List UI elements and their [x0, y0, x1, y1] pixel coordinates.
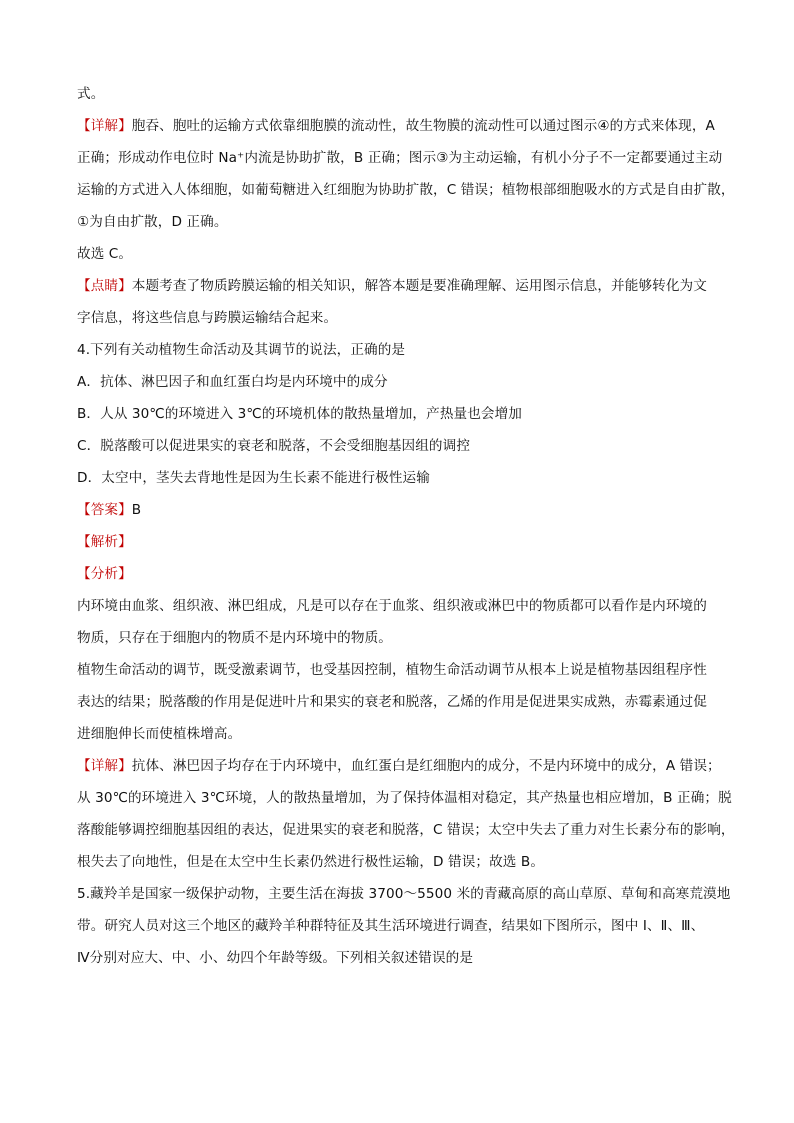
q3-comment-line-2: 字信息，将这些信息与跨膜运输结合起来。 — [77, 310, 338, 326]
q4-detail-line-3: 落酸能够调控细胞基因组的表达，促进果实的衰老和脱落，C 错误；太空中失去了重力对生长素分布的影响， — [77, 822, 735, 838]
q4-analysis-p2-line-2: 表达的结果；脱落酸的作用是促进叶片和果实的衰老和脱落，乙烯的作用是促进果实成熟，赤霉素通过促 — [77, 694, 707, 710]
q4-analysis-tag: 【解析】 — [77, 534, 132, 550]
q4-detail-line-1 — [77, 757, 721, 775]
q4-analysis-p1-line-1: 内环境由血浆、组织液、淋巴组成，凡是可以存在于血浆、组织液或淋巴中的物质都可以看作是内环境的 — [77, 598, 707, 614]
q4-analysis-p2-line-1: 植物生命活动的调节，既受激素调节，也受基因控制，植物生命活动调节从根本上说是植物基因组程序性 — [77, 662, 707, 678]
q3-detail-line-3: 运输的方式进入人体细胞，如葡萄糖进入红细胞为协助扩散，C 错误；植物根部细胞吸水的方式是自由扩散， — [77, 182, 735, 198]
q4-option-d: D．太空中，茎失去背地性是因为生长素不能进行极性运输 — [77, 470, 430, 486]
q3-detail-line-1 — [77, 117, 715, 135]
q4-analysis-p1-line-2: 物质，只存在于细胞内的物质不是内环境中的物质。 — [77, 630, 392, 646]
text: 胞吞、胞吐的运输方式依靠细胞膜的流动性，故生物膜的流动性可以通过图示④的方式来体现，A — [131, 118, 715, 134]
q3-comment-line-1 — [77, 277, 707, 295]
q4-option-c: C．脱落酸可以促进果实的衰老和脱落，不会受细胞基因组的调控 — [77, 438, 471, 454]
q4-detail-line-4: 根失去了向地性，但是在太空中生长素仍然进行极性运输，D 错误；故选 B。 — [77, 854, 545, 870]
q3-choose: 故选 C。 — [77, 246, 133, 262]
detail-tag: 【详解】 — [77, 758, 132, 774]
q5-stem-line-2: 带。研究人员对这三个地区的藏羚羊种群特征及其生活环境进行调查，结果如下图所示，图中 I、Ⅱ、Ⅲ、 — [77, 918, 705, 934]
q4-option-b: B．人从 30℃的环境进入 3℃的环境机体的散热量增加，产热量也会增加 — [77, 406, 522, 422]
q3-detail-line-2: 正确；形成动作电位时 Na⁺内流是协助扩散，B 正确；图示③为主动运输，有机小分子不一定都要通过主动 — [77, 150, 723, 166]
text: 本题考查了物质跨膜运输的相关知识，解答本题是要准确理解、运用图示信息，并能够转化为文 — [131, 278, 707, 294]
answer-tag: 【答案】 — [77, 502, 132, 518]
q4-fenxi-tag: 【分析】 — [77, 566, 132, 582]
text: 抗体、淋巴因子均存在于内环境中，血红蛋白是红细胞内的成分，不是内环境中的成分，A 错误； — [131, 758, 721, 774]
q4-answer — [77, 501, 141, 519]
detail-tag: 【详解】 — [77, 118, 132, 134]
q4-analysis-p2-line-3: 进细胞伸长而使植株增高。 — [77, 726, 242, 742]
q4-option-a: A．抗体、淋巴因子和血红蛋白均是内环境中的成分 — [77, 374, 388, 390]
answer-value: B — [131, 502, 142, 518]
q3-tail: 式。 — [77, 86, 105, 102]
q5-stem-line-1: 5.藏羚羊是国家一级保护动物，主要生活在海拔 3700～5500 米的青藏高原的高山草原、草甸和高寒荒漠地 — [77, 886, 731, 902]
q4-detail-line-2: 从 30℃的环境进入 3℃环境，人的散热量增加，为了保持体温相对稳定，其产热量也相应增加，B 正确；脱 — [77, 790, 732, 806]
q4-stem: 4.下列有关动植物生命活动及其调节的说法，正确的是 — [77, 342, 406, 358]
q5-stem-line-3: Ⅳ分别对应大、中、小、幼四个年龄等级。下列相关叙述错误的是 — [77, 950, 474, 966]
q3-detail-line-4: ①为自由扩散，D 正确。 — [77, 214, 228, 230]
comment-tag: 【点睛】 — [77, 278, 132, 294]
